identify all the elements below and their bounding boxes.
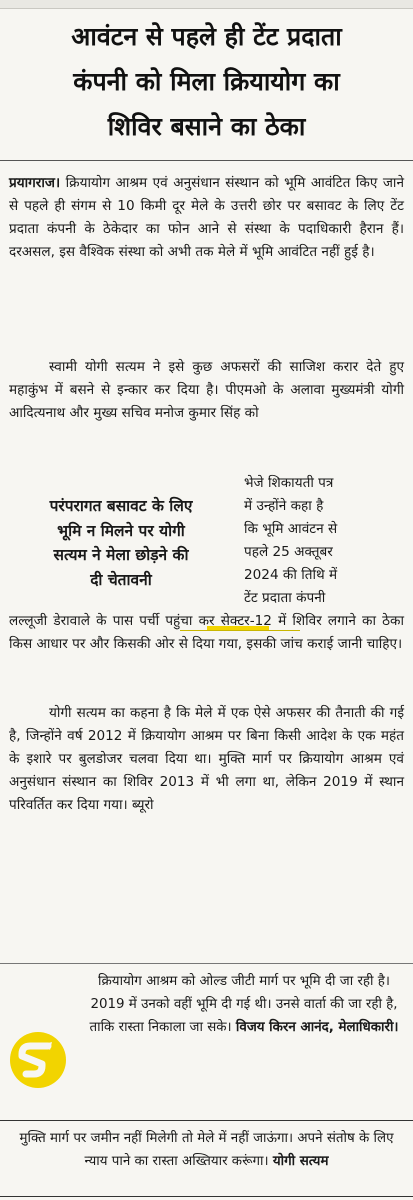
pull-quote-line-4: दी चेतावनी <box>90 570 152 589</box>
side-line-2: में उन्होंने कहा है <box>244 498 324 514</box>
paragraph-1 <box>9 172 404 264</box>
yogi-quote-attribution: योगी सत्यम <box>272 1154 329 1169</box>
headline-line-1: आवंटन से पहले ही टेंट प्रदाता <box>71 22 342 51</box>
paragraph-1-text: क्रियायोग आश्रम एवं अनुसंधान संस्थान को भूमि आवंटित किए जाने से पहले ही संगम से 10 किमी दूर मेले के उत्तरी छोर पर बसावट के लिए टेंट प्रदाता कंपनी के ठेकेदार का फोन आने से संस्था के पदाधिकारी हैरान हैं। दरअसल, इस वैश्विक संस्था को अभी तक मेले में भूमि आवंटित नहीं हुई है। <box>9 175 404 260</box>
paragraph-2-tail: लल्लूजी डेरावाले के पास पर्ची पहुंचा कर सेक्टर-12 में शिविर लगाने का ठेका किस आधार पर और किसकी ओर से दिया गया, इसकी जांच कराई जानी चाहिए। <box>9 613 404 652</box>
top-crop-strip <box>0 0 413 9</box>
headline <box>0 14 413 149</box>
dateline: प्रयागराज। <box>9 175 61 191</box>
pull-quote-line-1: परंपरागत बसावट के लिए <box>49 497 193 515</box>
official-quote-text: क्रियायोग आश्रम को ओल्ड जीटी मार्ग पर भूमि दी जा रही है। 2019 में उनको वहीं भूमि दी गई थी। उनसे वार्ता की जा रही है, ताकि रास्ता निकाला जा सके। <box>89 974 398 1035</box>
pull-quote-line-2: भूमि न मिलने पर योगी <box>57 521 185 540</box>
yogi-quote-top-rule <box>0 1120 413 1121</box>
pull-quote <box>8 494 234 592</box>
side-line-3: कि भूमि आवंटन से <box>244 521 338 537</box>
side-line-5: 2024 की तिथि में <box>244 567 338 583</box>
yellow-quote-s-icon <box>8 1030 68 1090</box>
yogi-quote <box>6 1127 407 1173</box>
official-quote-attribution: विजय किरन आनंद, मेलाधिकारी। <box>235 1020 399 1035</box>
quote-separator-rule <box>0 963 413 964</box>
headline-line-3: शिविर बसाने का ठेका <box>107 112 306 141</box>
headline-line-2: कंपनी को मिला क्रियायोग का <box>73 67 340 96</box>
yogi-quote-text: मुक्ति मार्ग पर जमीन नहीं मिलेगी तो मेले में नहीं जाऊंगा। अपने संतोष के लिए न्याय पाने का रास्ता अख्तियार करूंगा। <box>19 1131 394 1169</box>
pull-quote-line-3: सत्यम ने मेला छोड़ने की <box>53 546 189 564</box>
official-quote <box>84 970 404 1039</box>
paragraph-2: स्वामी योगी सत्यम ने इसे कुछ अफसरों की साजिश करार देते हुए महाकुंभ में बसने से इन्कार कर दिया है। पीएमओ के अलावा मुख्यमंत्री योगी आदित्यनाथ और मुख्य सचिव मनोज कुमार सिंह को <box>9 359 404 421</box>
yogi-quote-bottom-rule <box>0 1196 413 1197</box>
side-line-1: भेजे शिकायती पत्र <box>244 475 334 491</box>
paragraph-2-side-column <box>244 472 406 610</box>
paragraph-3: योगी सत्यम का कहना है कि मेले में एक ऐसे अफसर की तैनाती की गई है, जिन्होंने वर्ष 2012 में क्रियायोग आश्रम पर बिना किसी आदेश के एक महंत के इशारे पर बुलडोजर चलवा दिया था। मुक्ति मार्ग पर क्रियायोग आश्रम एवं अनुसंधान संस्थान का शिविर 2013 में भी लगा था, लेकिन 2019 में स्थान परिवर्तित कर दिया गया। ब्यूरो <box>9 705 404 813</box>
side-line-6: टेंट प्रदाता कंपनी <box>244 590 326 606</box>
headline-rule <box>0 160 413 161</box>
side-line-4: पहले 25 अक्तूबर <box>244 544 333 560</box>
